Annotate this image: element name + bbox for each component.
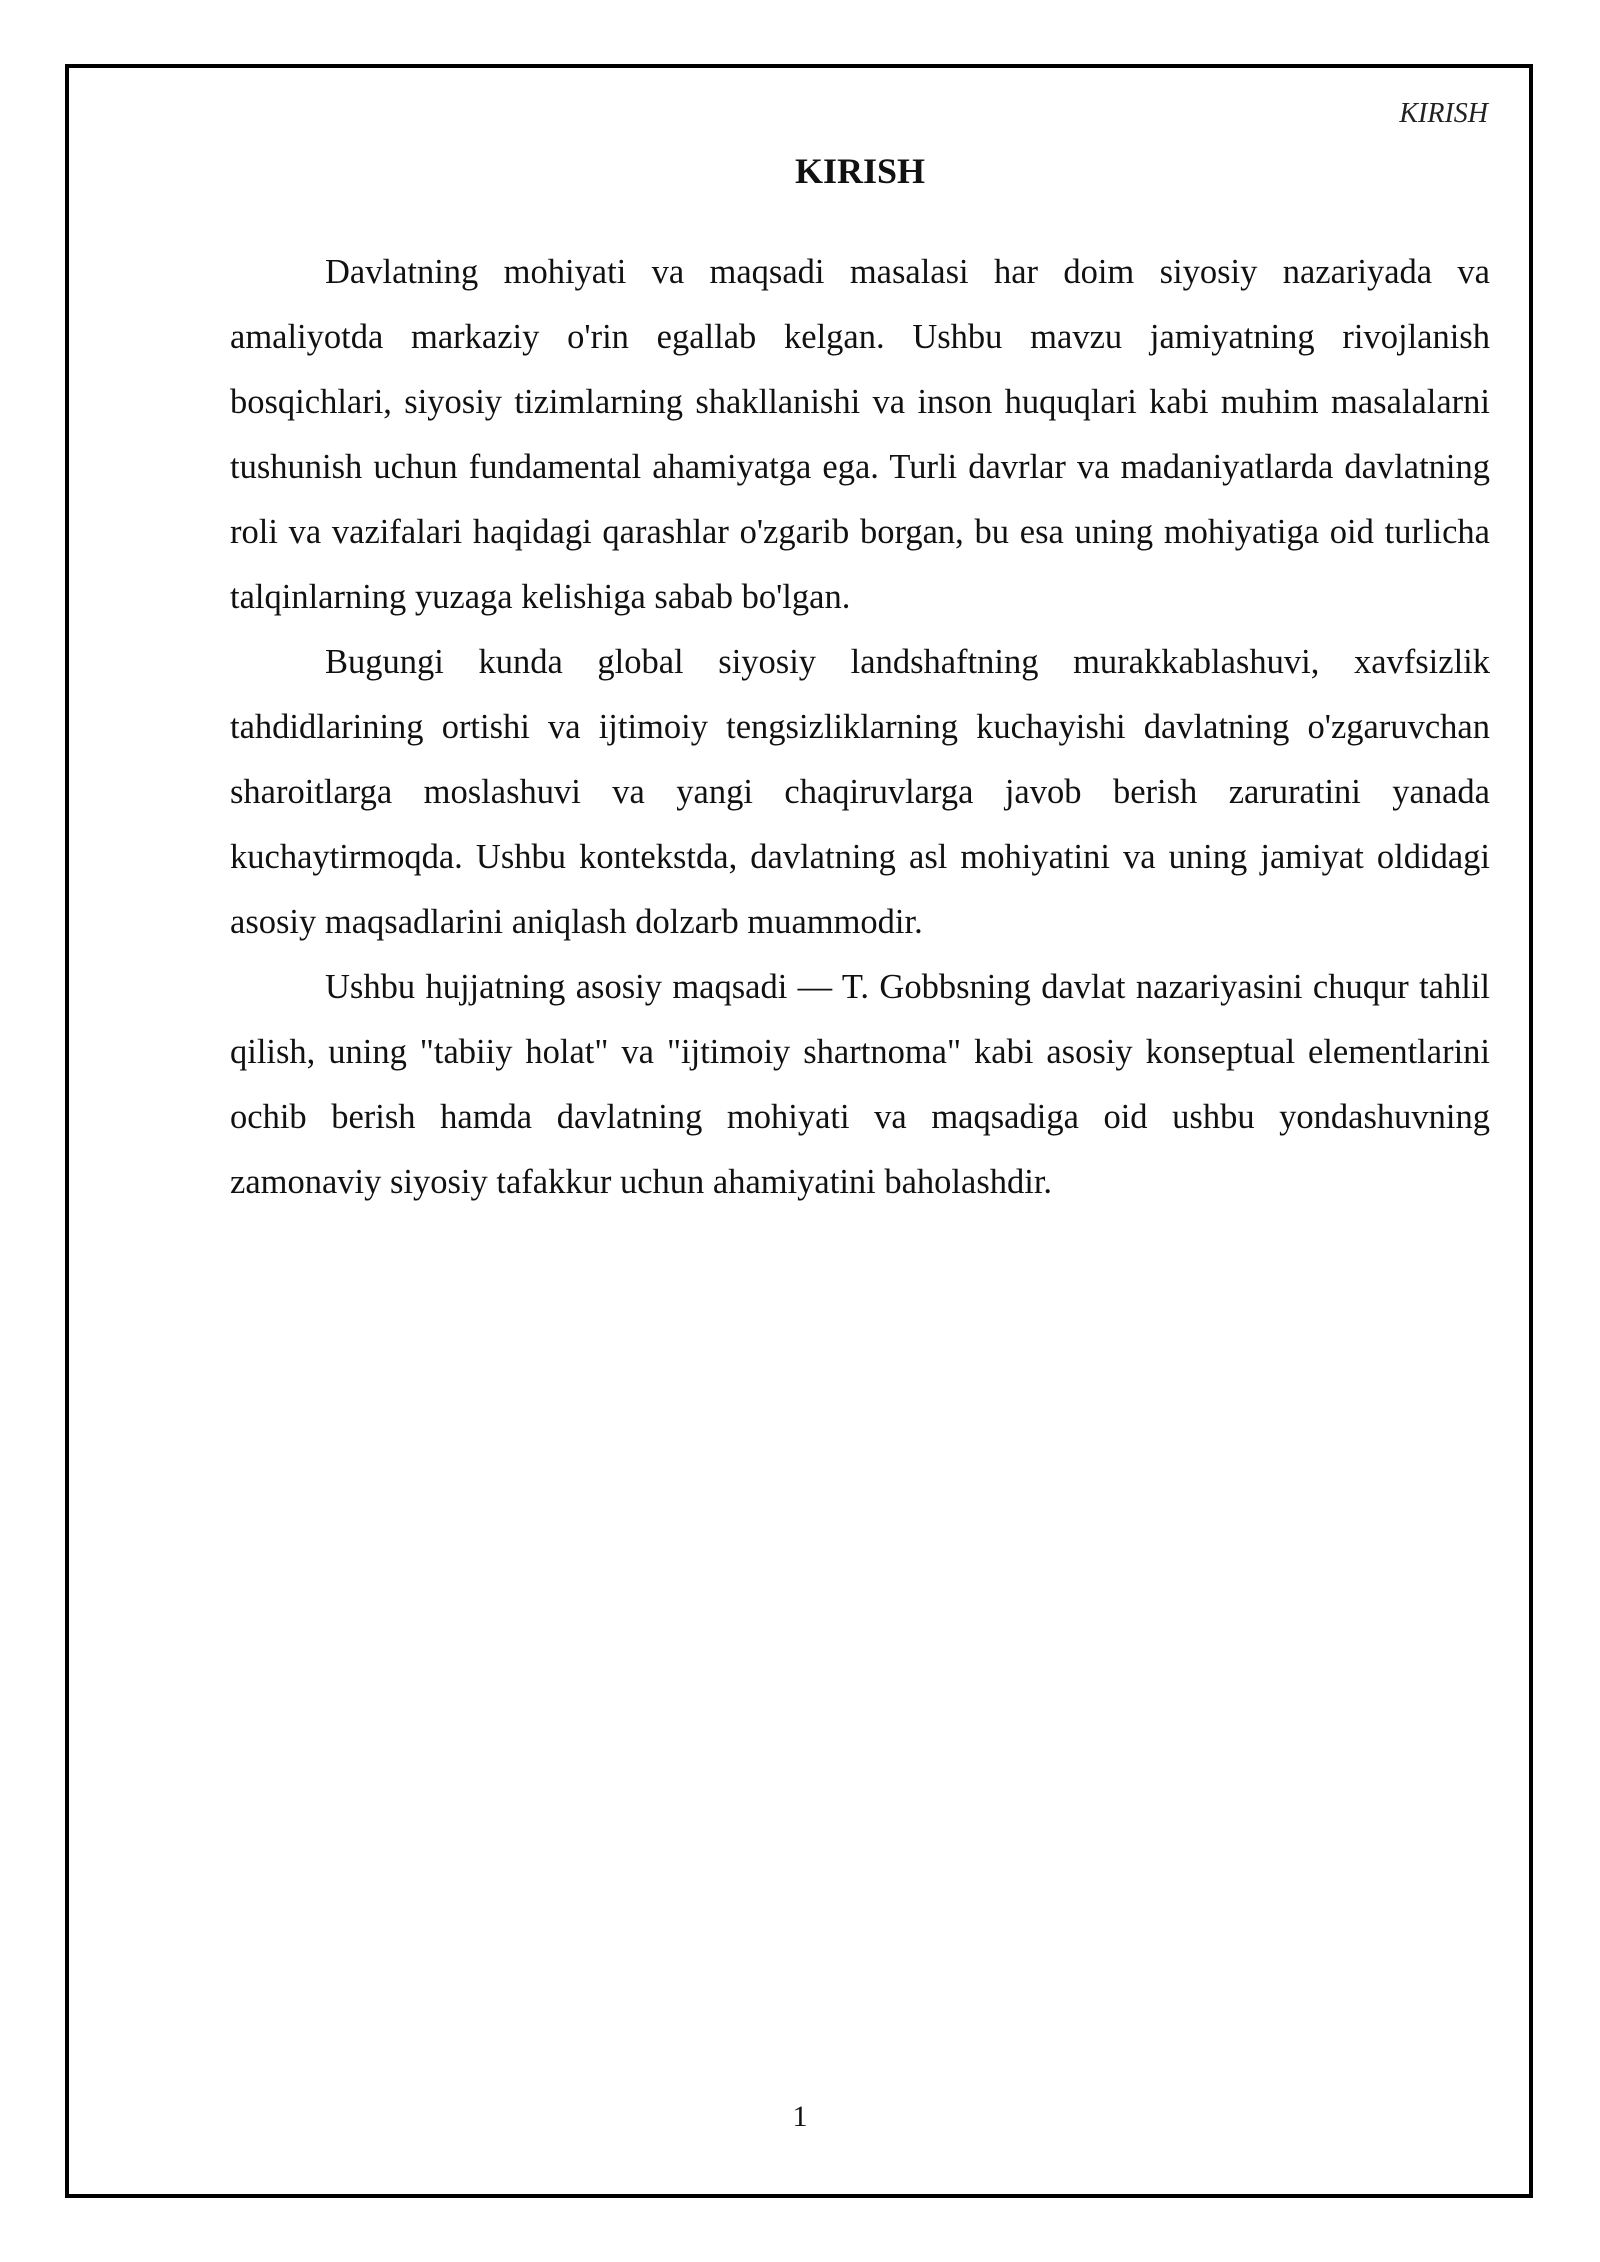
paragraph-1: Davlatning mohiyati va maqsadi masalasi har doim siyosiy nazariyada va amaliyotda markaziy o'rin egallab kelgan. Ushbu mavzu jamiyatning rivojlanish bosqichlari, siyosiy tizimlarning shakllanishi va inson huquqlari kabi muhim masalalarni tushunish uchun fundamental ahamiyatga ega. Turli davrlar va madaniyatlarda davlatning roli va vazifalari haqidagi qarashlar o'zgarib borgan, bu esa uning mohiyatiga oid turlicha talqinlarning yuzaga kelishiga sabab bo'lgan. xyxy=(230,253,1490,616)
page-title: KIRISH xyxy=(794,151,926,191)
paragraph-3: Ushbu hujjatning asosiy maqsadi — T. Gobbsning davlat nazariyasini chuqur tahlil qilish, uning "tabiiy holat" va "ijtimoiy shartnoma" kabi asosiy konseptual elementlarini ochib berish hamda davlatning mohiyati va maqsadiga oid ushbu yondashuvning zamonaviy siyosiy tafakkur uchun ahamiyatini baholashdir. xyxy=(230,968,1490,1201)
running-header: KIRISH xyxy=(1399,98,1488,129)
paragraph-2: Bugungi kunda global siyosiy landshaftning murakkablashuvi, xavfsizlik tahdidlarining ortishi va ijtimoiy tengsizliklarning kuchayishi davlatning o'zgaruvchan sharoitlarga moslashuvi va yangi chaqiruvlarga javob berish zaruratini yanada kuchaytirmoqda. Ushbu kontekstda, davlatning asl mohiyatini va uning jamiyat oldidagi asosiy maqsadlarini aniqlash dolzarb muammodir. xyxy=(230,643,1490,941)
body-text xyxy=(230,240,1490,1215)
page-number: 1 xyxy=(792,2100,808,2133)
